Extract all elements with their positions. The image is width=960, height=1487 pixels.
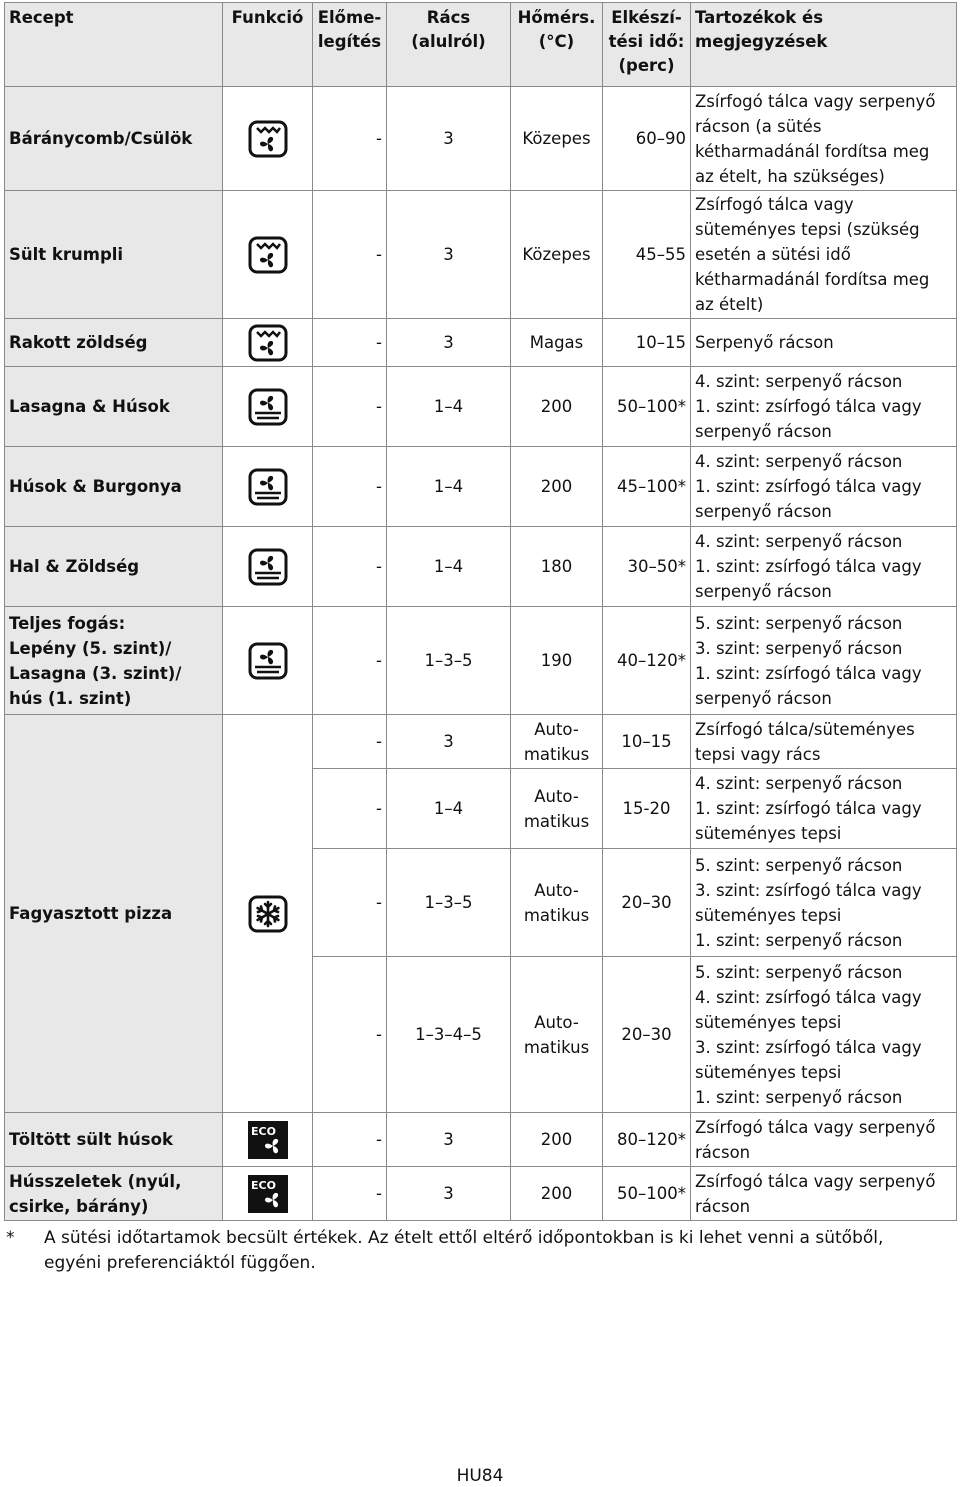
- preheat-value: -: [313, 527, 387, 607]
- eco-fan-icon: [247, 1120, 289, 1160]
- rack-value: 1–4: [387, 367, 511, 447]
- grill-fan-icon: [247, 119, 289, 159]
- notes-cell: 5. szint: serpenyő rácson 4. szint: zsírfogó tálca vagy süteményes tepsi 3. szint: zsírfogó tálca vagy süteményes tepsi 1. szint: serpenyő rácson: [691, 957, 957, 1113]
- time-value: 45–55: [603, 191, 691, 319]
- recipe-name: Sült krumpli: [5, 191, 223, 319]
- recipe-name: Lasagna & Húsok: [5, 367, 223, 447]
- time-value: 10–15: [603, 715, 691, 769]
- table-row: [5, 87, 957, 191]
- header-preheat: Előme- legítés: [313, 3, 387, 87]
- recipe-name: Töltött sült húsok: [5, 1113, 223, 1167]
- function-cell: [223, 1167, 313, 1221]
- table-row: [5, 1167, 957, 1221]
- temp-value: 200: [511, 447, 603, 527]
- notes-cell: Zsírfogó tálca vagy süteményes tepsi (szükség esetén a sütési idő kétharmadánál fordítsa meg az ételt): [691, 191, 957, 319]
- recipe-name: Hal & Zöldség: [5, 527, 223, 607]
- temp-value: Auto- matikus: [511, 715, 603, 769]
- header-time: Elkészí- tési idő: (perc): [603, 3, 691, 87]
- time-value: 60–90: [603, 87, 691, 191]
- footnote-text: A sütési időtartamok becsült értékek. Az ételt ettől eltérő időpontokban is ki lehet venni a sütőből, egyéni preferenciáktól függően.: [44, 1228, 884, 1273]
- table-row: [5, 447, 957, 527]
- page-number: HU84: [456, 1466, 504, 1486]
- eco-fan-icon: [247, 1174, 289, 1214]
- grill-fan-icon: [247, 323, 289, 363]
- notes-cell: Zsírfogó tálca vagy serpenyő rácson: [691, 1113, 957, 1167]
- fan-bake-icon: [247, 641, 289, 681]
- recipe-name: Rakott zöldség: [5, 319, 223, 367]
- table-row: [5, 319, 957, 367]
- temp-value: 200: [511, 1167, 603, 1221]
- time-value: 20–30: [603, 957, 691, 1113]
- notes-cell: Zsírfogó tálca vagy serpenyő rácson (a sütés kétharmadánál fordítsa meg az ételt, ha szükséges): [691, 87, 957, 191]
- table-row: [5, 367, 957, 447]
- table-row: [5, 607, 957, 715]
- preheat-value: -: [313, 607, 387, 715]
- time-value: 10–15: [603, 319, 691, 367]
- recipe-name: Húsok & Burgonya: [5, 447, 223, 527]
- preheat-value: -: [313, 715, 387, 769]
- notes-cell: Serpenyő rácson: [691, 319, 957, 367]
- function-cell: [223, 607, 313, 715]
- time-value: 40–120*: [603, 607, 691, 715]
- header-row: [5, 3, 957, 87]
- fan-bake-icon: [247, 547, 289, 587]
- preheat-value: -: [313, 447, 387, 527]
- notes-cell: Zsírfogó tálca/süteményes tepsi vagy rács: [691, 715, 957, 769]
- time-value: 20–30: [603, 849, 691, 957]
- notes-cell: 4. szint: serpenyő rácson 1. szint: zsírfogó tálca vagy serpenyő rácson: [691, 447, 957, 527]
- rack-value: 3: [387, 87, 511, 191]
- fan-bake-icon: [247, 467, 289, 507]
- rack-value: 3: [387, 191, 511, 319]
- rack-value: 1–4: [387, 527, 511, 607]
- function-cell: [223, 191, 313, 319]
- preheat-value: -: [313, 367, 387, 447]
- preheat-value: -: [313, 191, 387, 319]
- recipe-name: Fagyasztott pizza: [5, 715, 223, 1113]
- header-notes: Tartozékok és megjegyzések: [691, 3, 957, 87]
- table-row: [5, 1113, 957, 1167]
- rack-value: 1–4: [387, 447, 511, 527]
- temp-value: Auto- matikus: [511, 957, 603, 1113]
- rack-value: 3: [387, 1113, 511, 1167]
- table-row: [5, 527, 957, 607]
- temp-value: 200: [511, 367, 603, 447]
- fan-bake-icon: [247, 387, 289, 427]
- preheat-value: -: [313, 319, 387, 367]
- function-cell: [223, 715, 313, 1113]
- time-value: 50–100*: [603, 367, 691, 447]
- preheat-value: -: [313, 87, 387, 191]
- temp-value: Magas: [511, 319, 603, 367]
- svg-text:ECO: ECO: [250, 1124, 276, 1138]
- function-cell: [223, 447, 313, 527]
- rack-value: 1–3–5: [387, 849, 511, 957]
- temp-value: 190: [511, 607, 603, 715]
- notes-cell: 4. szint: serpenyő rácson 1. szint: zsírfogó tálca vagy süteményes tepsi: [691, 769, 957, 849]
- header-recipe: Recept: [5, 3, 223, 87]
- preheat-value: -: [313, 769, 387, 849]
- time-value: 50–100*: [603, 1167, 691, 1221]
- footnote: [6, 1226, 946, 1276]
- recipe-name: Báránycomb/Csülök: [5, 87, 223, 191]
- rack-value: 1–3–4–5: [387, 957, 511, 1113]
- preheat-value: -: [313, 957, 387, 1113]
- temp-value: Auto- matikus: [511, 769, 603, 849]
- time-value: 45–100*: [603, 447, 691, 527]
- function-cell: [223, 527, 313, 607]
- header-function: Funkció: [223, 3, 313, 87]
- rack-value: 3: [387, 1167, 511, 1221]
- grill-fan-icon: [247, 235, 289, 275]
- header-temp: Hőmérs. (°C): [511, 3, 603, 87]
- table-row: [5, 191, 957, 319]
- function-cell: [223, 319, 313, 367]
- notes-cell: 5. szint: serpenyő rácson 3. szint: serpenyő rácson 1. szint: zsírfogó tálca vagy serpenyő rácson: [691, 607, 957, 715]
- rack-value: 1–4: [387, 769, 511, 849]
- preheat-value: -: [313, 1113, 387, 1167]
- preheat-value: -: [313, 849, 387, 957]
- footnote-star: *: [6, 1228, 15, 1248]
- temp-value: Közepes: [511, 191, 603, 319]
- time-value: 30–50*: [603, 527, 691, 607]
- function-cell: [223, 367, 313, 447]
- temp-value: Közepes: [511, 87, 603, 191]
- temp-value: 200: [511, 1113, 603, 1167]
- temp-value: 180: [511, 527, 603, 607]
- snowflake-icon: [247, 894, 289, 934]
- rack-value: 1–3–5: [387, 607, 511, 715]
- preheat-value: -: [313, 1167, 387, 1221]
- time-value: 80–120*: [603, 1113, 691, 1167]
- notes-cell: 4. szint: serpenyő rácson 1. szint: zsírfogó tálca vagy serpenyő rácson: [691, 527, 957, 607]
- recipe-name: Teljes fogás: Lepény (5. szint)/ Lasagna (3. szint)/ hús (1. szint): [5, 607, 223, 715]
- table-row: [5, 715, 957, 769]
- notes-cell: 4. szint: serpenyő rácson 1. szint: zsírfogó tálca vagy serpenyő rácson: [691, 367, 957, 447]
- recipe-name: Hússzeletek (nyúl, csirke, bárány): [5, 1167, 223, 1221]
- rack-value: 3: [387, 319, 511, 367]
- rack-value: 3: [387, 715, 511, 769]
- cooking-table: [4, 2, 957, 1221]
- time-value: 15-20: [603, 769, 691, 849]
- temp-value: Auto- matikus: [511, 849, 603, 957]
- function-cell: [223, 87, 313, 191]
- notes-cell: 5. szint: serpenyő rácson 3. szint: zsírfogó tálca vagy süteményes tepsi 1. szint: serpenyő rácson: [691, 849, 957, 957]
- function-cell: [223, 1113, 313, 1167]
- notes-cell: Zsírfogó tálca vagy serpenyő rácson: [691, 1167, 957, 1221]
- svg-text:ECO: ECO: [250, 1178, 276, 1192]
- header-rack: Rács (alulról): [387, 3, 511, 87]
